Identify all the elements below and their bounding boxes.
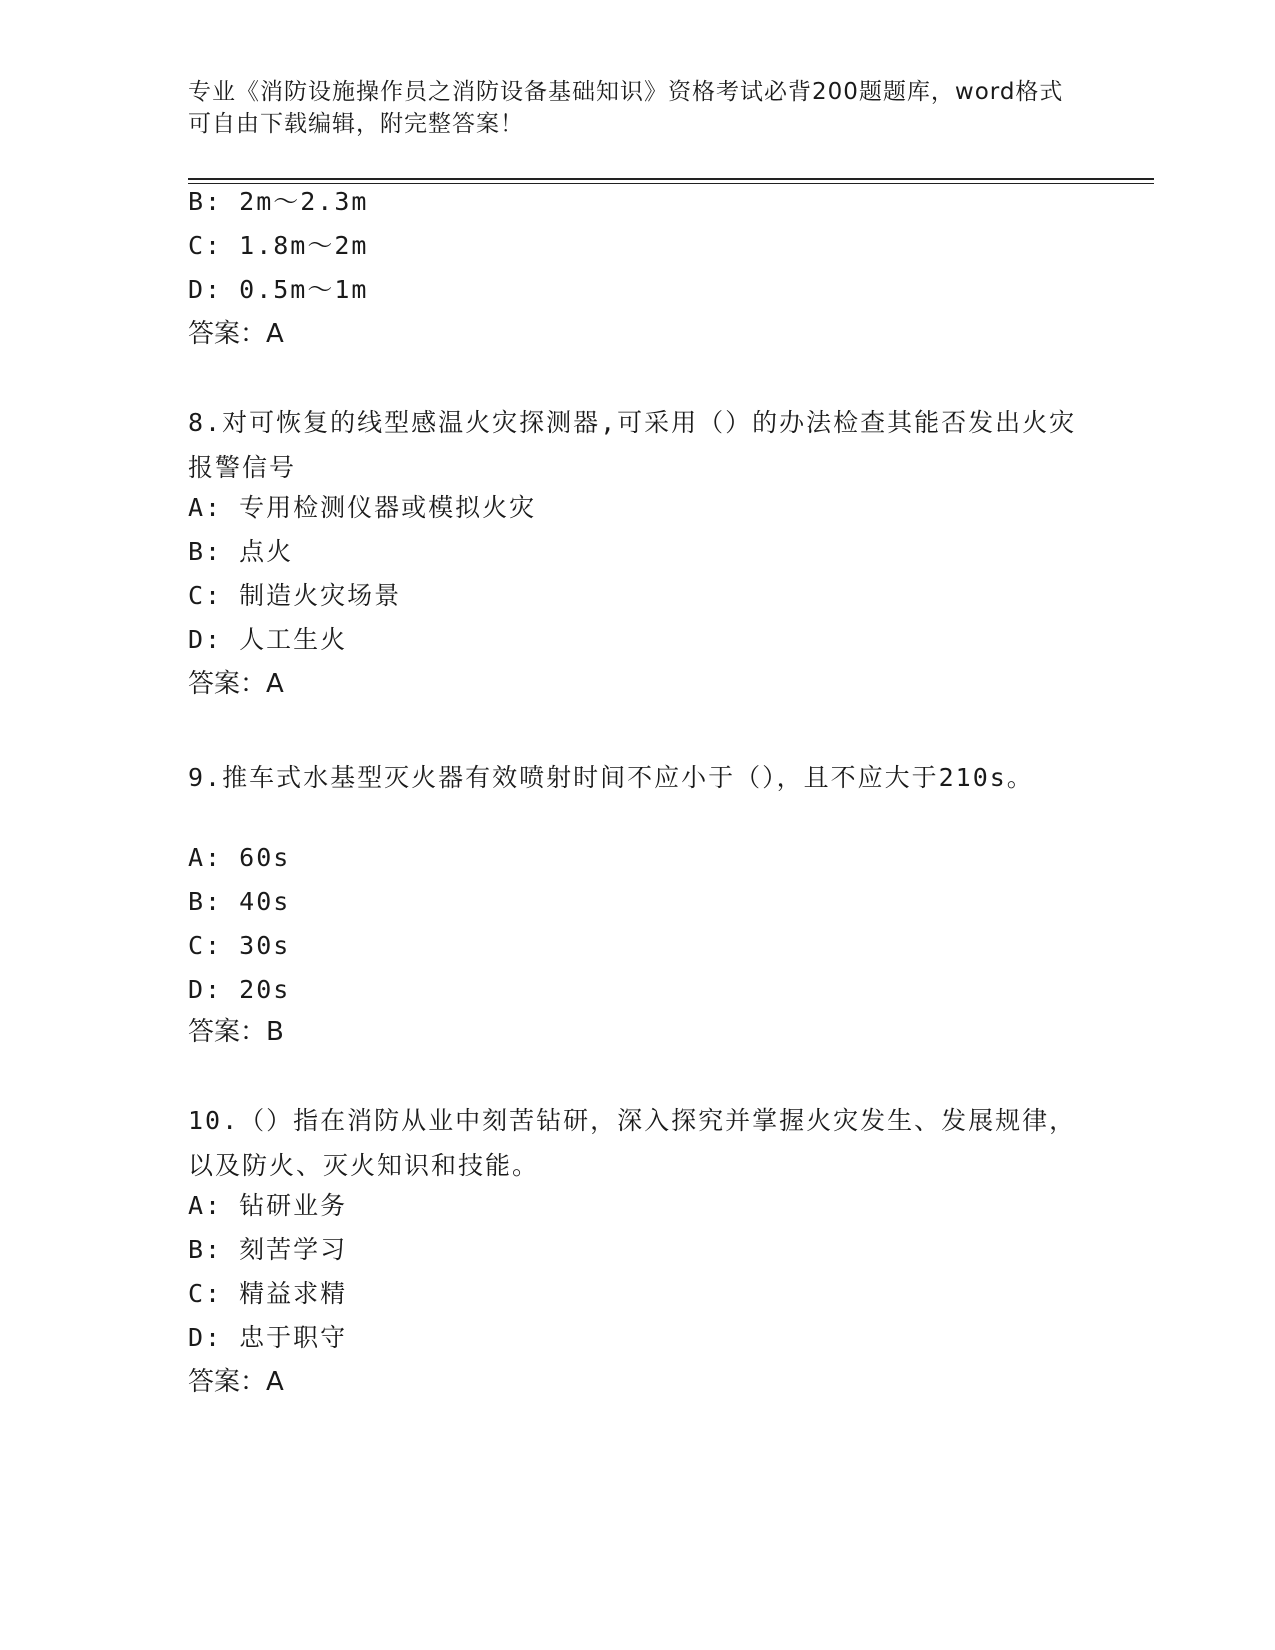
document-header: 专业《消防设施操作员之消防设备基础知识》资格考试必背200题题库，word格式可自由下载编辑，附完整答案！ (188, 79, 1064, 137)
q9-option-a: A: 60s (188, 843, 291, 872)
q10-stem: 10.（）指在消防从业中刻苦钻研，深入探究并掌握火灾发生、发展规律，以及防火、灭火知识和技能。 (188, 1106, 1077, 1180)
q9-option-d: D: 20s (188, 975, 291, 1004)
q8-option-b: B: 点火 (188, 537, 294, 566)
q9-answer: 答案：B (188, 1017, 284, 1047)
q8-option-d: D: 人工生火 (188, 625, 348, 654)
q7-answer: 答案：A (188, 319, 284, 349)
q8-option-a: A: 专用检测仪器或模拟火灾 (188, 493, 537, 522)
q10-option-d: D: 忠于职守 (188, 1323, 348, 1352)
q9-stem: 9.推车式水基型灭火器有效喷射时间不应小于（），且不应大于210s。 (188, 763, 1034, 792)
header-rule-thin (188, 183, 1154, 184)
q10-option-b: B: 刻苦学习 (188, 1235, 348, 1264)
q10-answer: 答案：A (188, 1367, 284, 1397)
q8-stem: 8.对可恢复的线型感温火灾探测器,可采用（）的办法检查其能否发出火灾报警信号 (188, 408, 1077, 482)
q8-answer: 答案：A (188, 669, 284, 699)
q9-option-c: C: 30s (188, 931, 291, 960)
q7-option-b: B: 2m～2.3m (188, 187, 369, 216)
header-rule-thick (188, 178, 1154, 180)
q8-option-c: C: 制造火灾场景 (188, 581, 402, 610)
q10-option-c: C: 精益求精 (188, 1279, 348, 1308)
q7-option-d: D: 0.5m～1m (188, 275, 369, 304)
q10-option-a: A: 钻研业务 (188, 1191, 348, 1220)
q7-option-c: C: 1.8m～2m (188, 231, 369, 260)
q9-option-b: B: 40s (188, 887, 291, 916)
